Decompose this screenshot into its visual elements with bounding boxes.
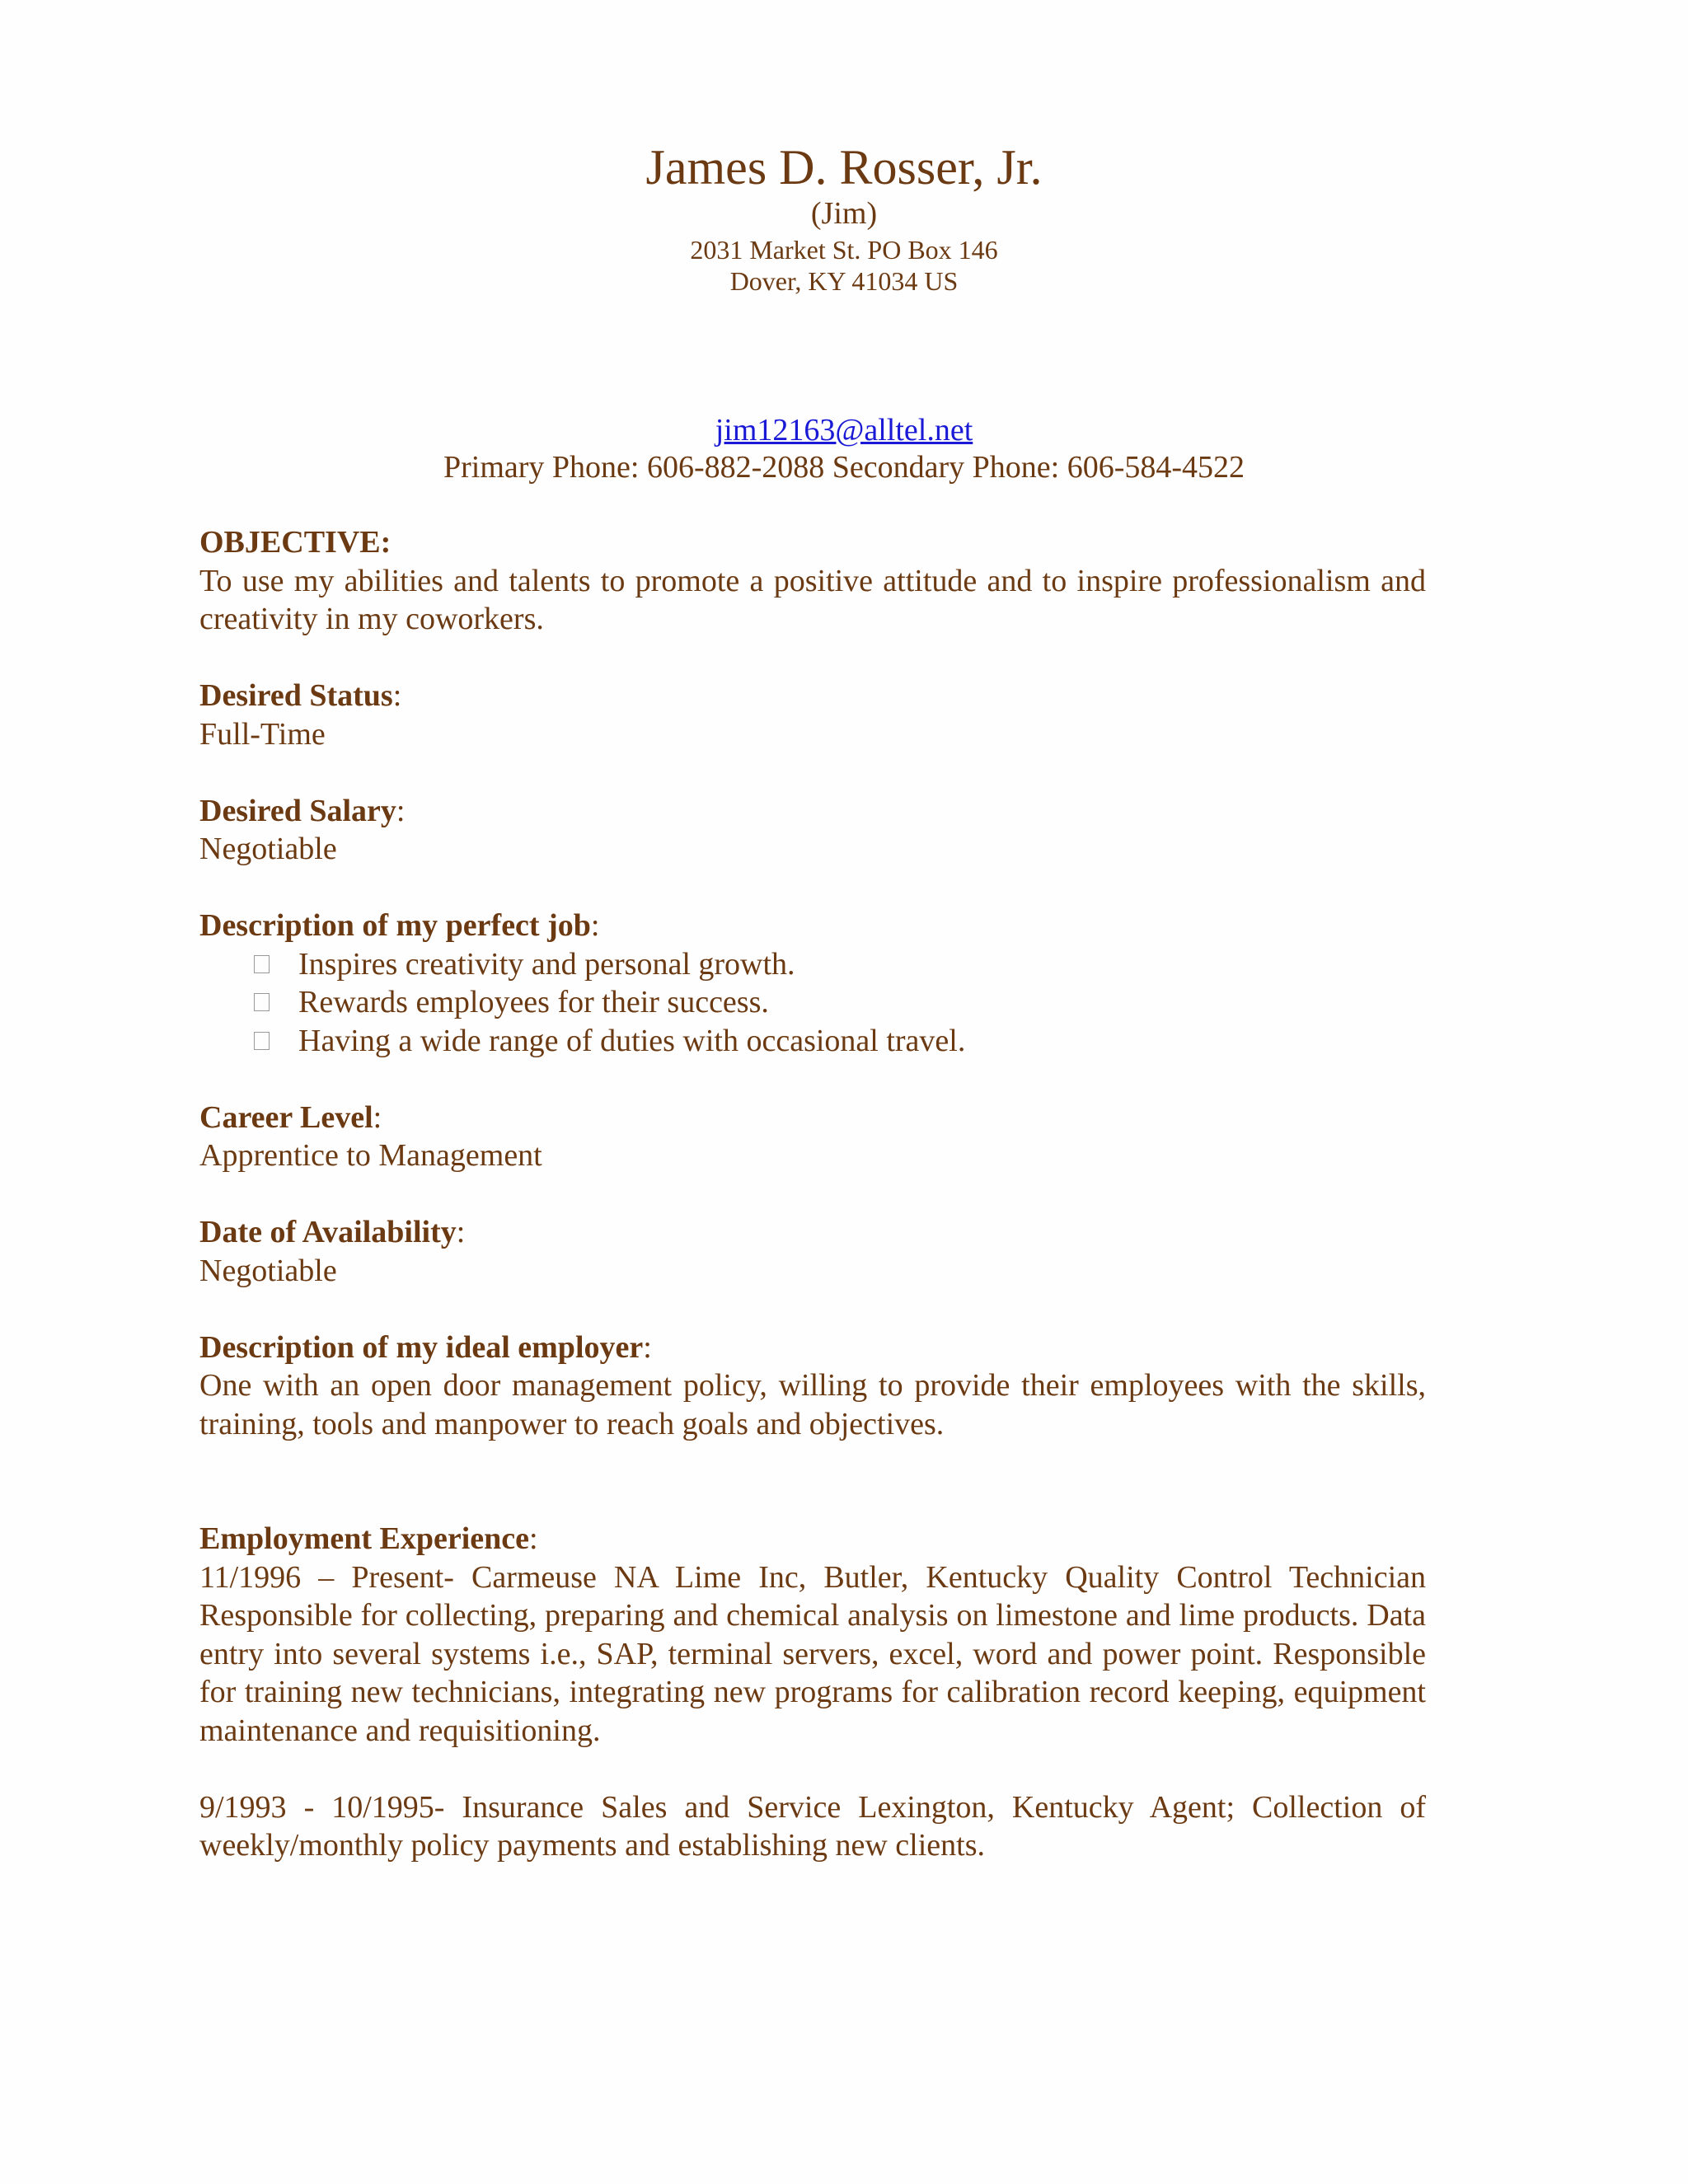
availability-value: Negotiable (199, 1253, 337, 1288)
spacer (199, 1482, 1426, 1521)
desired-status-heading: Desired Status: (199, 678, 402, 713)
job-1-title: 11/1996 – Present- Carmeuse NA Lime Inc, Butler, Kentucky Quality Control Technician (199, 1559, 1426, 1595)
phone-numbers: Primary Phone: 606-882-2088 Secondary Phone: 606-584-4522 (443, 450, 1245, 485)
ideal-employer-heading: Description of my ideal employer: (199, 1329, 652, 1365)
objective-heading: OBJECTIVE: (199, 525, 392, 560)
desired-salary-value: Negotiable (199, 832, 337, 866)
experience-heading: Employment Experience: (199, 1521, 538, 1556)
perfect-job-list (199, 945, 1426, 1061)
checkbox-bullet-icon (254, 993, 270, 1011)
resume-nickname: (Jim) (810, 196, 878, 231)
desired-salary-heading: Desired Salary: (199, 793, 406, 828)
experience-section (199, 1520, 1426, 1750)
desired-salary-section (199, 792, 1426, 869)
email-link[interactable]: jim12163@alltel.net (715, 413, 973, 448)
resume-name: James D. Rosser, Jr. (645, 140, 1043, 194)
career-level-section (199, 1099, 1426, 1175)
address-line-2: Dover, KY 41034 US (729, 266, 959, 296)
list-item: Rewards employees for their success. (199, 983, 1426, 1022)
ideal-employer-section (199, 1329, 1426, 1444)
job-1-details: Responsible for collecting, preparing and chemical analysis on limestone and lime products. Data entry into several systems i.e., SAP, terminal servers, excel, word and power point. Responsible for training new technicians, integrating new programs for calibration record keeping, equipment maintenance and requisitioning. (199, 1598, 1426, 1748)
list-item: Inspires creativity and personal growth. (199, 945, 1426, 984)
address-line-1: 2031 Market St. PO Box 146 (690, 235, 998, 265)
availability-section (199, 1213, 1426, 1290)
ideal-employer-text: One with an open door management policy, willing to provide their employees with the skills, training, tools and manpower to reach goals and objectives. (199, 1368, 1426, 1441)
job-2-text: 9/1993 - 10/1995- Insurance Sales and Service Lexington, Kentucky Agent; Collection of weekly/monthly policy payments and establishing new clients. (199, 1789, 1426, 1863)
objective-section (199, 523, 1426, 639)
perfect-job-heading: Description of my perfect job: (199, 908, 600, 943)
perfect-job-section (199, 907, 1426, 1060)
list-item: Having a wide range of duties with occasional travel. (199, 1022, 1426, 1061)
email-row (0, 412, 1688, 448)
checkbox-bullet-icon (254, 1032, 270, 1050)
availability-heading: Date of Availability: (199, 1215, 466, 1249)
career-level-heading: Career Level: (199, 1099, 382, 1135)
job-2-section (199, 1788, 1426, 1865)
desired-status-value: Full-Time (199, 716, 326, 752)
objective-text: To use my abilities and talents to promote a positive attitude and to inspire professionalism and creativity in my coworkers. (199, 563, 1426, 636)
resume-body (199, 523, 1426, 1903)
career-level-value: Apprentice to Management (199, 1138, 542, 1173)
checkbox-bullet-icon (254, 955, 270, 973)
desired-status-section (199, 677, 1426, 753)
